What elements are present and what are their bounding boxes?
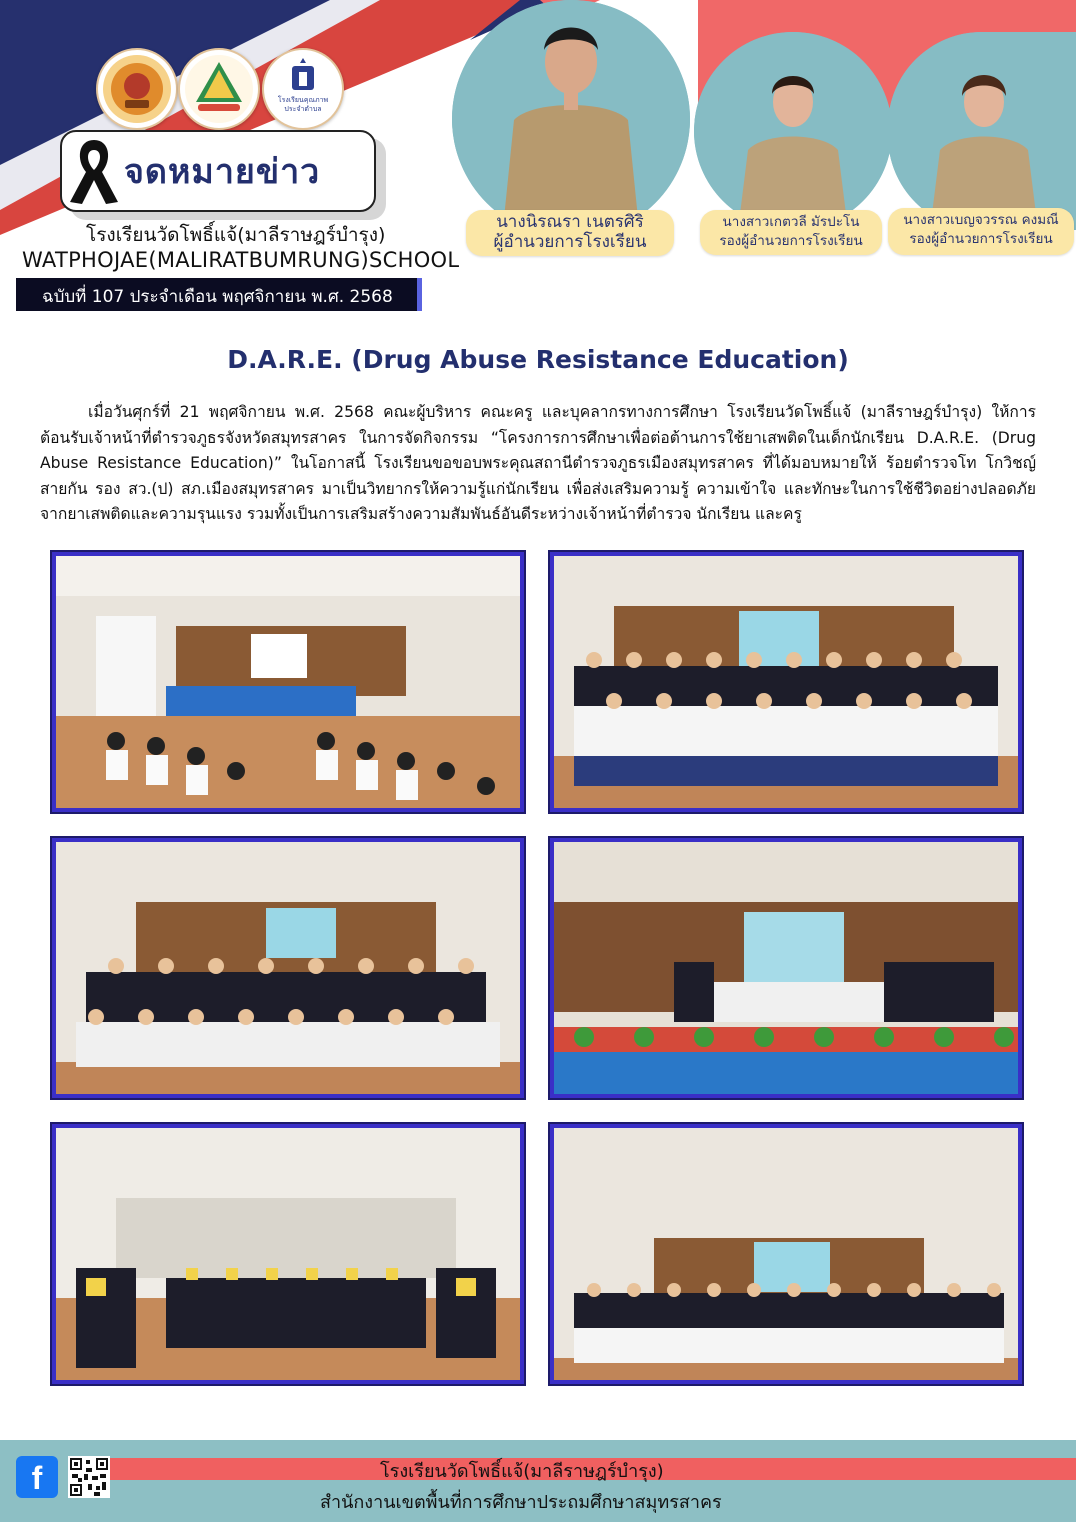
quality-school-logo — [262, 48, 344, 130]
event-photo-5[interactable] — [52, 1124, 524, 1384]
event-photo-2[interactable] — [550, 552, 1022, 812]
deputy-1-position: รองผู้อำนวยการโรงเรียน — [719, 233, 863, 249]
deputy-director-1-portrait — [694, 32, 892, 230]
deputy-2-name: นางสาวเบญจวรรณ คงมณี — [903, 212, 1059, 228]
svg-text:โรงเรียนคุณภาพ: โรงเรียนคุณภาพ — [277, 96, 329, 104]
director-name-tag — [466, 210, 674, 256]
deputy-1-name: นางสาวเกตวลี มัรปะโน — [722, 214, 860, 230]
newsletter-title-box — [60, 130, 376, 212]
event-photo-4[interactable] — [550, 838, 1022, 1098]
article-body: เมื่อวันศุกร์ที่ 21 พฤศจิกายน พ.ศ. 2568 คณะผู้บริหาร คณะครู และบุคลากรทางการศึกษา โรงเรียนวัดโพธิ์แจ้ (มาลีราษฎร์บำรุง) ให้การต้อนรับเจ้าหน้าที่ตำรวจภูธรจังหวัดสมุทรสาคร ในการจัดกิจกรรม “โครงการการศึกษาเพื่อต่อต้านการใช้ยาเสพติดในเด็กนักเรียน D.A.R.E. (Drug Abuse Resistance Education)” ในโอกาสนี้ โรงเรียนขอขอบพระคุณสถานีตำรวจภูธรเมืองสมุทรสาคร ที่ได้มอบหมายให้ ร้อยตำรวจโท โกวิชญ์ สายกัน รอง สว.(ป) สภ.เมืองสมุทรสาคร มาเป็นวิทยากรให้ความรู้แก่นักเรียน เพื่อส่งเสริมความรู้ ความเข้าใจ และทักษะในการใช้ชีวิตอย่างปลอดภัยจากยาเสพติดและความรุนแรง รวมทั้งเป็นการเสริมสร้างความสัมพันธ์อันดีระหว่างเจ้าหน้าที่ตำรวจ นักเรียน และครู — [40, 403, 1036, 523]
deputy-2-name-tag — [888, 208, 1074, 255]
black-ribbon-icon — [64, 134, 124, 208]
facebook-icon[interactable]: f — [16, 1456, 58, 1498]
issue-bar — [16, 278, 422, 311]
deputy-1-name-tag — [700, 210, 882, 255]
footer-school-name: โรงเรียนวัดโพธิ์แจ้(มาลีราษฎร์บำรุง) — [380, 1461, 664, 1482]
deputy-director-2-portrait — [888, 32, 1076, 230]
school-name-english: WATPHOJAE(MALIRATBUMRUNG)SCHOOL — [22, 248, 460, 272]
article-headline: D.A.R.E. (Drug Abuse Resistance Education) — [227, 345, 849, 374]
deputy-2-position: รองผู้อำนวยการโรงเรียน — [909, 231, 1053, 247]
event-photo-3[interactable] — [52, 838, 524, 1098]
event-photo-6[interactable] — [550, 1124, 1022, 1384]
issue-text: ฉบับที่ 107 ประจำเดือน พฤศจิกายน พ.ศ. 2568 — [42, 287, 393, 307]
qr-code-icon[interactable] — [68, 1456, 110, 1498]
footer-education-office: สำนักงานเขตพื้นที่การศึกษาประถมศึกษาสมุทรสาคร — [320, 1492, 722, 1513]
director-name: นางนิรณรา เนตรศิริ — [496, 212, 644, 232]
director-portrait — [452, 0, 690, 238]
newsletter-title: จดหมายข่าว — [124, 152, 321, 192]
svg-text:ประจำตำบล: ประจำตำบล — [284, 105, 322, 113]
school-name-thai: โรงเรียนวัดโพธิ์แจ้(มาลีราษฎร์บำรุง) — [86, 224, 386, 246]
obec-emblem-icon — [96, 48, 178, 130]
district-emblem-icon — [178, 48, 260, 130]
event-photo-1[interactable] — [52, 552, 524, 812]
director-position: ผู้อำนวยการโรงเรียน — [493, 232, 647, 252]
